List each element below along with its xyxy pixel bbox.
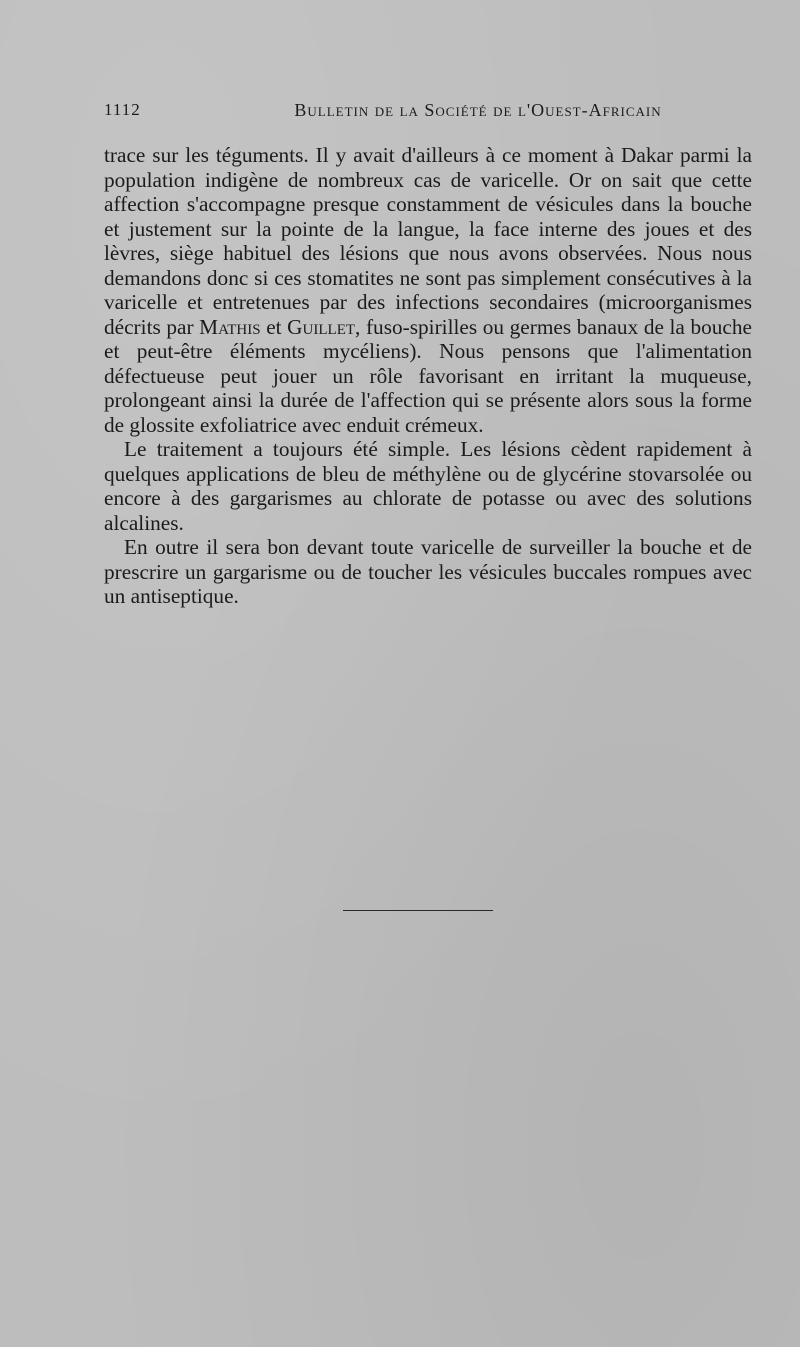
paragraph-recommendation: En outre il sera bon devant toute varicelle de surveiller la bouche et de prescrire un gargarisme ou de toucher les vésicules buccales rompues avec un antiseptique. [104,535,752,608]
journal-title: Bulletin de la Société de l'Ouest-Africain [294,100,662,120]
paragraph-text: , fuso-spirilles ou germes banaux de la bouche et peut-être éléments mycéliens). Nous pensons que l'alimentation défectueuse peut jouer un rôle favorisant en irritant la muqueuse, prolongeant ainsi la durée de l'affection qui se présente alors sous la forme de glossite exfoliatrice avec enduit crémeux. [104,314,752,437]
conjunction-text: et [266,314,282,339]
end-of-article-rule [343,910,493,911]
running-head [104,100,752,124]
article-body [104,143,752,609]
paragraph-text: trace sur les téguments. Il y avait d'ailleurs à ce moment à Dakar parmi la population indigène de nombreux cas de varicelle. Or on sait que cette affection s'accompagne presque constamment de vésicules dans la bouche et justement sur la pointe de la langue, la face interne des joues et des lèvres, siège habituel des lésions que nous avons observées. Nous nous demandons donc si ces stomatites ne sont pas simplement consécutives à la varicelle et entretenues par des infections secondaires (microorganismes décrits par [104,143,752,339]
author-name-mathis: Mathis [199,314,261,339]
page-number: 1112 [104,100,141,119]
paragraph-treatment: Le traitement a toujours été simple. Les lésions cèdent rapidement à quelques applications de bleu de méthylène ou de glycérine stovarsolée ou encore à des gargarismes au chlorate de potasse ou avec des solutions alcalines. [104,437,752,535]
author-name-guillet: Guillet [287,314,356,339]
paragraph-continued [104,143,752,437]
